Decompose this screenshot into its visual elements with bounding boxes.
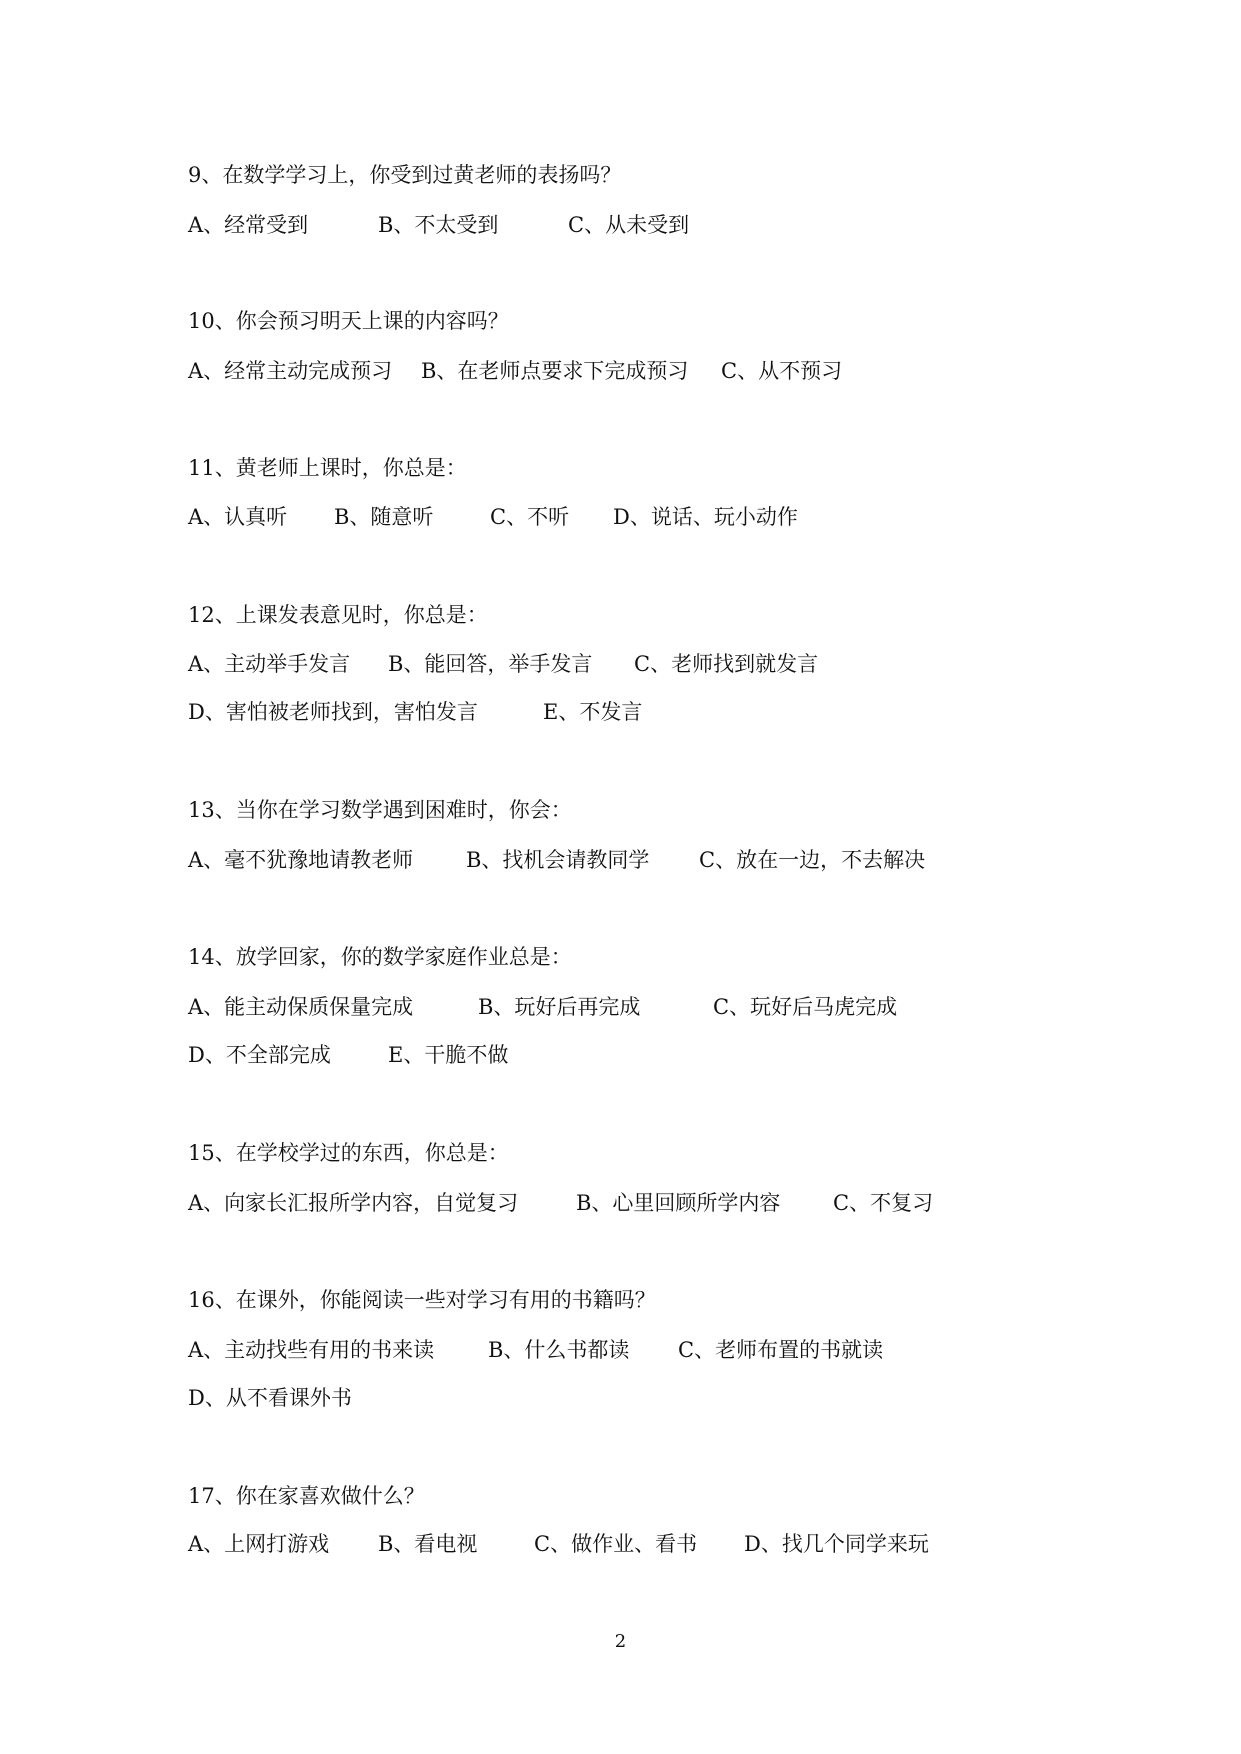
question-16-text: 16、在课外，你能阅读一些对学习有用的书籍吗？ [188,1288,656,1312]
option-10a: A、经常主动完成预习 [188,359,393,383]
option-13a: A、毫不犹豫地请教老师 [188,848,414,872]
option-16b: B、什么书都读 [488,1338,630,1362]
option-16d: D、从不看课外书 [188,1386,352,1410]
option-14e: E、干脆不做 [388,1043,509,1067]
option-11b: B、随意听 [334,505,434,529]
question-11-text: 11、黄老师上课时，你总是： [188,456,467,480]
question-14-text: 14、放学回家，你的数学家庭作业总是： [188,945,572,969]
option-12e: E、不发言 [543,700,643,724]
option-12d: D、害怕被老师找到，害怕发言 [188,700,478,724]
option-14d: D、不全部完成 [188,1043,331,1067]
question-15-text: 15、在学校学过的东西，你总是： [188,1141,509,1165]
option-13b: B、找机会请教同学 [466,848,650,872]
question-12-text: 12、上课发表意见时，你总是： [188,603,488,627]
option-9c: C、从未受到 [568,213,690,237]
option-14a: A、能主动保质保量完成 [188,995,414,1019]
question-10-text: 10、你会预习明天上课的内容吗？ [188,309,509,333]
option-17c: C、做作业、看书 [534,1532,698,1556]
option-9b: B、不太受到 [378,213,499,237]
question-9-text: 9、在数学学习上，你受到过黄老师的表扬吗？ [188,163,622,187]
option-10c: C、从不预习 [721,359,843,383]
option-15c: C、不复习 [833,1191,934,1215]
option-12a: A、主动举手发言 [188,652,351,676]
option-12b: B、能回答，举手发言 [388,652,593,676]
option-11c: C、不听 [490,505,570,529]
option-13c: C、放在一边，不去解决 [699,848,926,872]
option-17b: B、看电视 [378,1532,478,1556]
option-14b: B、玩好后再完成 [478,995,641,1019]
option-15a: A、向家长汇报所学内容，自觉复习 [188,1191,519,1215]
option-12c: C、老师找到就发言 [634,652,819,676]
option-15b: B、心里回顾所学内容 [576,1191,781,1215]
option-14c: C、玩好后马虎完成 [713,995,898,1019]
question-13-text: 13、当你在学习数学遇到困难时，你会： [188,798,572,822]
option-16c: C、老师布置的书就读 [678,1338,884,1362]
question-17-text: 17、你在家喜欢做什么？ [188,1484,425,1508]
option-11a: A、认真听 [188,505,288,529]
option-10b: B、在老师点要求下完成预习 [421,359,689,383]
option-17a: A、上网打游戏 [188,1532,330,1556]
option-11d: D、说话、玩小动作 [613,505,798,529]
option-9a: A、经常受到 [188,213,309,237]
option-16a: A、主动找些有用的书来读 [188,1338,435,1362]
page-number: 2 [614,1631,627,1652]
option-17d: D、找几个同学来玩 [744,1532,929,1556]
